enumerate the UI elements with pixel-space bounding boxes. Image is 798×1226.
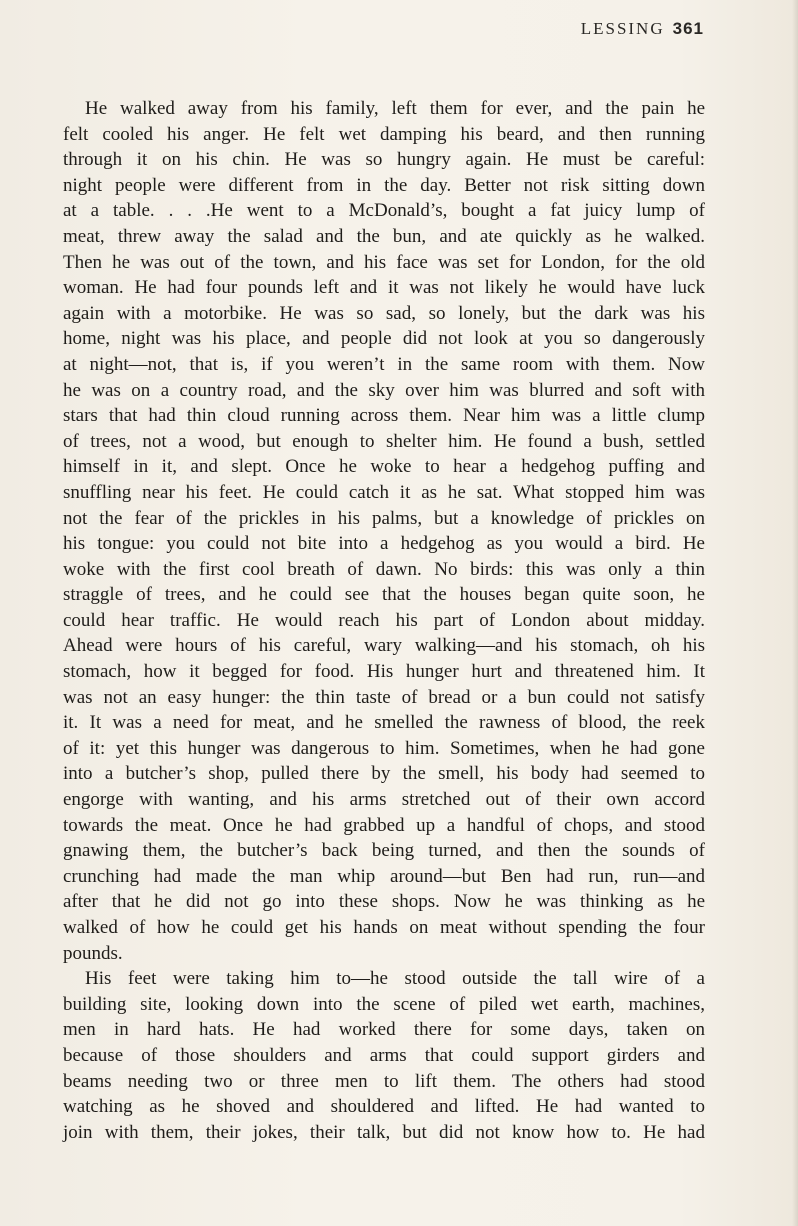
text-line: at night—not, that is, if you weren’t in the same room with them. Now [63,353,705,375]
text-line: could hear traffic. He would reach his part of London about midday. [63,609,705,631]
text-line: after that he did not go into these shops. Now he was thinking as he [63,891,705,913]
text-line: towards the meat. Once he had grabbed up a handful of chops, and stood [63,814,705,836]
text-line: His feet were taking him to—he stood outside the tall wire of a [85,968,705,990]
text-line: of it: yet this hunger was dangerous to him. Sometimes, when he had gone [63,737,705,759]
text-line: walked of how he could get his hands on meat without spending the four [63,917,705,938]
text-line: was not an easy hunger: the thin taste of bread or a bun could not satisfy [63,686,705,708]
page-edge-shadow [792,0,798,1226]
text-line: stomach, how it begged for food. His hunger hurt and threatened him. It [63,661,705,683]
text-line: He walked away from his family, left them for ever, and the pain he [85,98,705,119]
text-line: meat, threw away the salad and the bun, and ate quickly as he walked. [63,225,705,247]
text-line: crunching had made the man whip around—but Ben had run, run—and [63,865,705,887]
text-line: of trees, not a wood, but enough to shelter him. He found a bush, settled [63,430,705,452]
page-number: 361 [672,19,704,38]
text-line: not the fear of the prickles in his palms, but a knowledge of prickles on [63,507,705,529]
text-line: watching as he shoved and shouldered and lifted. He had wanted to [63,1096,705,1118]
text-line: himself in it, and slept. Once he woke to hear a hedgehog puffing and [63,456,705,478]
text-line: night people were different from in the day. Better not risk sitting down [63,174,705,196]
text-line: woman. He had four pounds left and it was not likely he would have luck [63,277,705,299]
text-line: his tongue: you could not bite into a hedgehog as you would a bird. He [63,533,705,555]
text-line: woke with the first cool breath of dawn. No birds: this was only a thin [63,558,705,580]
text-line: join with them, their jokes, their talk, but did not know how to. He had [63,1121,705,1143]
text-line: stars that had thin cloud running across them. Near him was a little clump [63,405,705,427]
text-line: beams needing two or three men to lift them. The others had stood [63,1070,705,1092]
text-line: snuffling near his feet. He could catch it as he sat. What stopped him was [63,481,705,503]
body-text [63,96,705,1145]
text-line: pounds. [63,942,123,964]
text-line: because of those shoulders and arms that could support girders and [63,1044,705,1066]
text-line: men in hard hats. He had worked there for some days, taken on [63,1019,705,1041]
text-line: at a table. . . .He went to a McDonald’s, bought a fat juicy lump of [63,200,705,222]
running-title: LESSING [580,19,665,38]
running-header [581,19,704,39]
text-line: engorge with wanting, and his arms stretched out of their own accord [63,789,705,811]
text-line: gnawing them, the butcher’s back being turned, and then the sounds of [63,840,705,862]
text-line: Ahead were hours of his careful, wary walking—and his stomach, oh his [63,635,705,657]
text-line: again with a motorbike. He was so sad, so lonely, but the dark was his [63,302,705,324]
text-line: into a butcher’s shop, pulled there by the smell, his body had seemed to [63,763,705,785]
text-line: building site, looking down into the scene of piled wet earth, machines, [63,993,705,1015]
text-line: Then he was out of the town, and his face was set for London, for the old [63,251,705,273]
text-line: through it on his chin. He was so hungry again. He must be careful: [63,149,705,171]
text-line: it. It was a need for meat, and he smelled the rawness of blood, the reek [63,712,705,734]
text-line: he was on a country road, and the sky over him was blurred and soft with [63,379,705,401]
text-line: straggle of trees, and he could see that the houses began quite soon, he [63,584,705,606]
text-line: home, night was his place, and people did not look at you so dangerously [63,328,705,350]
text-line: felt cooled his anger. He felt wet damping his beard, and then running [63,123,705,145]
